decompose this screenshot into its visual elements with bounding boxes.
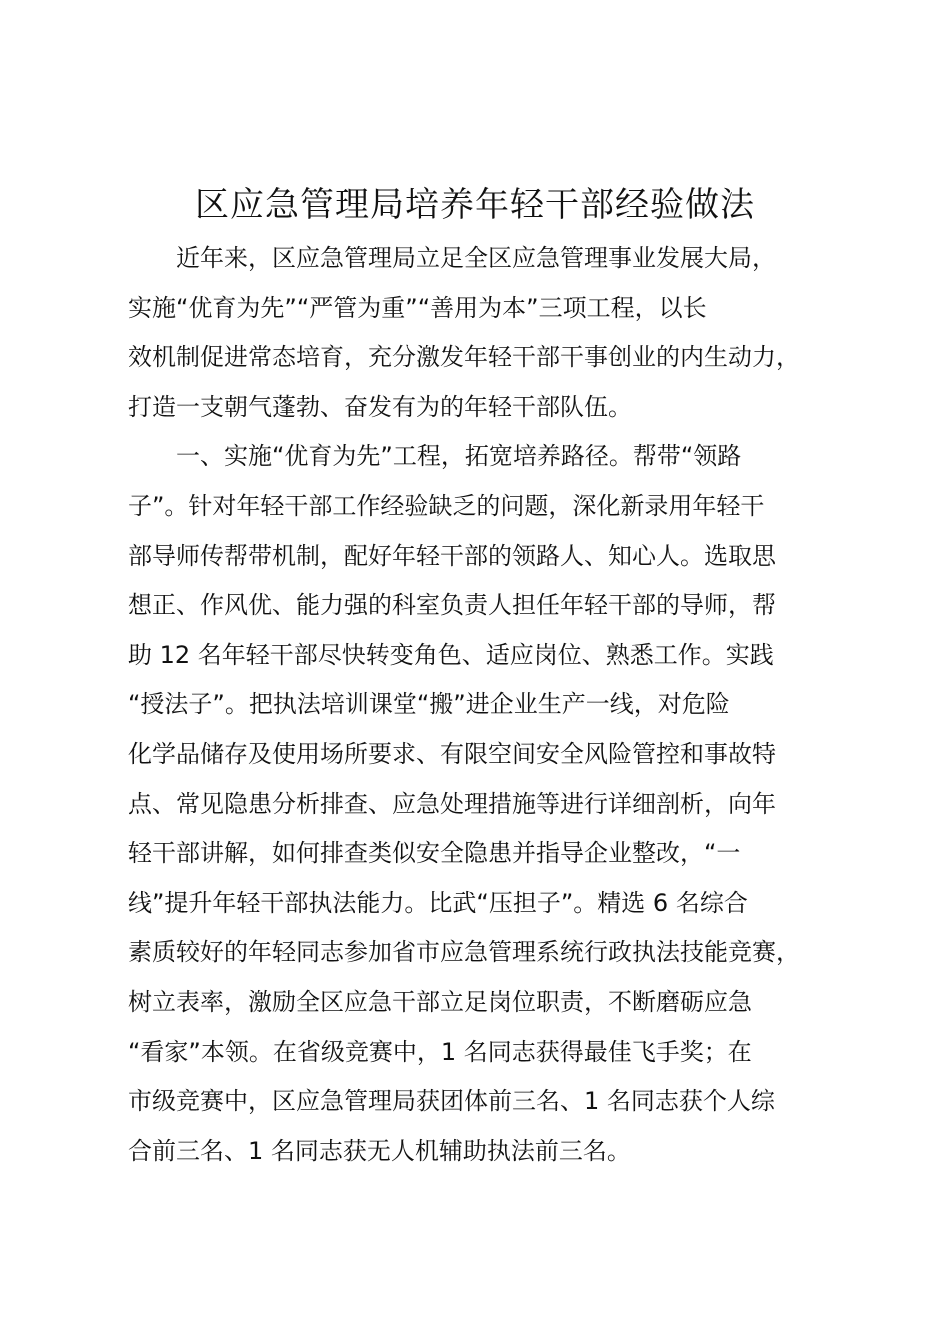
paragraph-line: 市级竞赛中，区应急管理局获团体前三名、1 名同志获个人综 <box>128 1087 775 1116</box>
paragraph-line: 打造一支朝气蓬勃、奋发有为的年轻干部队伍。 <box>128 392 632 421</box>
paragraph-line: 树立表率，激励全区应急干部立足岗位职责，不断磨砺应急 <box>128 987 752 1016</box>
paragraph-line: “看家”本领。在省级竞赛中，1 名同志获得最佳飞手奖；在 <box>128 1037 752 1066</box>
paragraph-line: “授法子”。把执法培训课堂“搬”进企业生产一线，对危险 <box>128 690 730 719</box>
paragraph-line: 近年来，区应急管理局立足全区应急管理事业发展大局， <box>176 244 776 272</box>
paragraph-line: 线”提升年轻干部执法能力。比武“压担子”。精选 6 名综合 <box>128 888 748 917</box>
paragraph-line: 化学品储存及使用场所要求、有限空间安全风险管控和事故特 <box>128 739 776 768</box>
paragraph-line: 合前三名、1 名同志获无人机辅助执法前三名。 <box>128 1136 631 1165</box>
document-body <box>128 234 838 1176</box>
paragraph-line: 部导师传帮带机制，配好年轻干部的领路人、知心人。选取思 <box>128 541 776 570</box>
paragraph-line: 一、实施“优育为先”工程，拓宽培养路径。帮带“领路 <box>176 442 742 471</box>
paragraph-line: 素质较好的年轻同志参加省市应急管理系统行政执法技能竞赛， <box>128 938 800 967</box>
document-title: 区应急管理局培养年轻干部经验做法 <box>195 185 755 225</box>
paragraph-line: 想正、作风优、能力强的科室负责人担任年轻干部的导师，帮 <box>128 591 776 620</box>
paragraph-line: 实施“优育为先”“严管为重”“善用为本”三项工程，以长 <box>128 293 707 322</box>
paragraph-line: 效机制促进常态培育，充分激发年轻干部干事创业的内生动力， <box>128 343 800 372</box>
paragraph-line: 子”。针对年轻干部工作经验缺乏的问题，深化新录用年轻干 <box>128 491 765 520</box>
paragraph-line: 点、常见隐患分析排查、应急处理措施等进行详细剖析，向年 <box>128 789 776 818</box>
paragraph-line: 轻干部讲解，如何排查类似安全隐患并指导企业整改，“一 <box>128 839 741 868</box>
paragraph-line: 助 12 名年轻干部尽快转变角色、适应岗位、熟悉工作。实践 <box>128 640 774 669</box>
